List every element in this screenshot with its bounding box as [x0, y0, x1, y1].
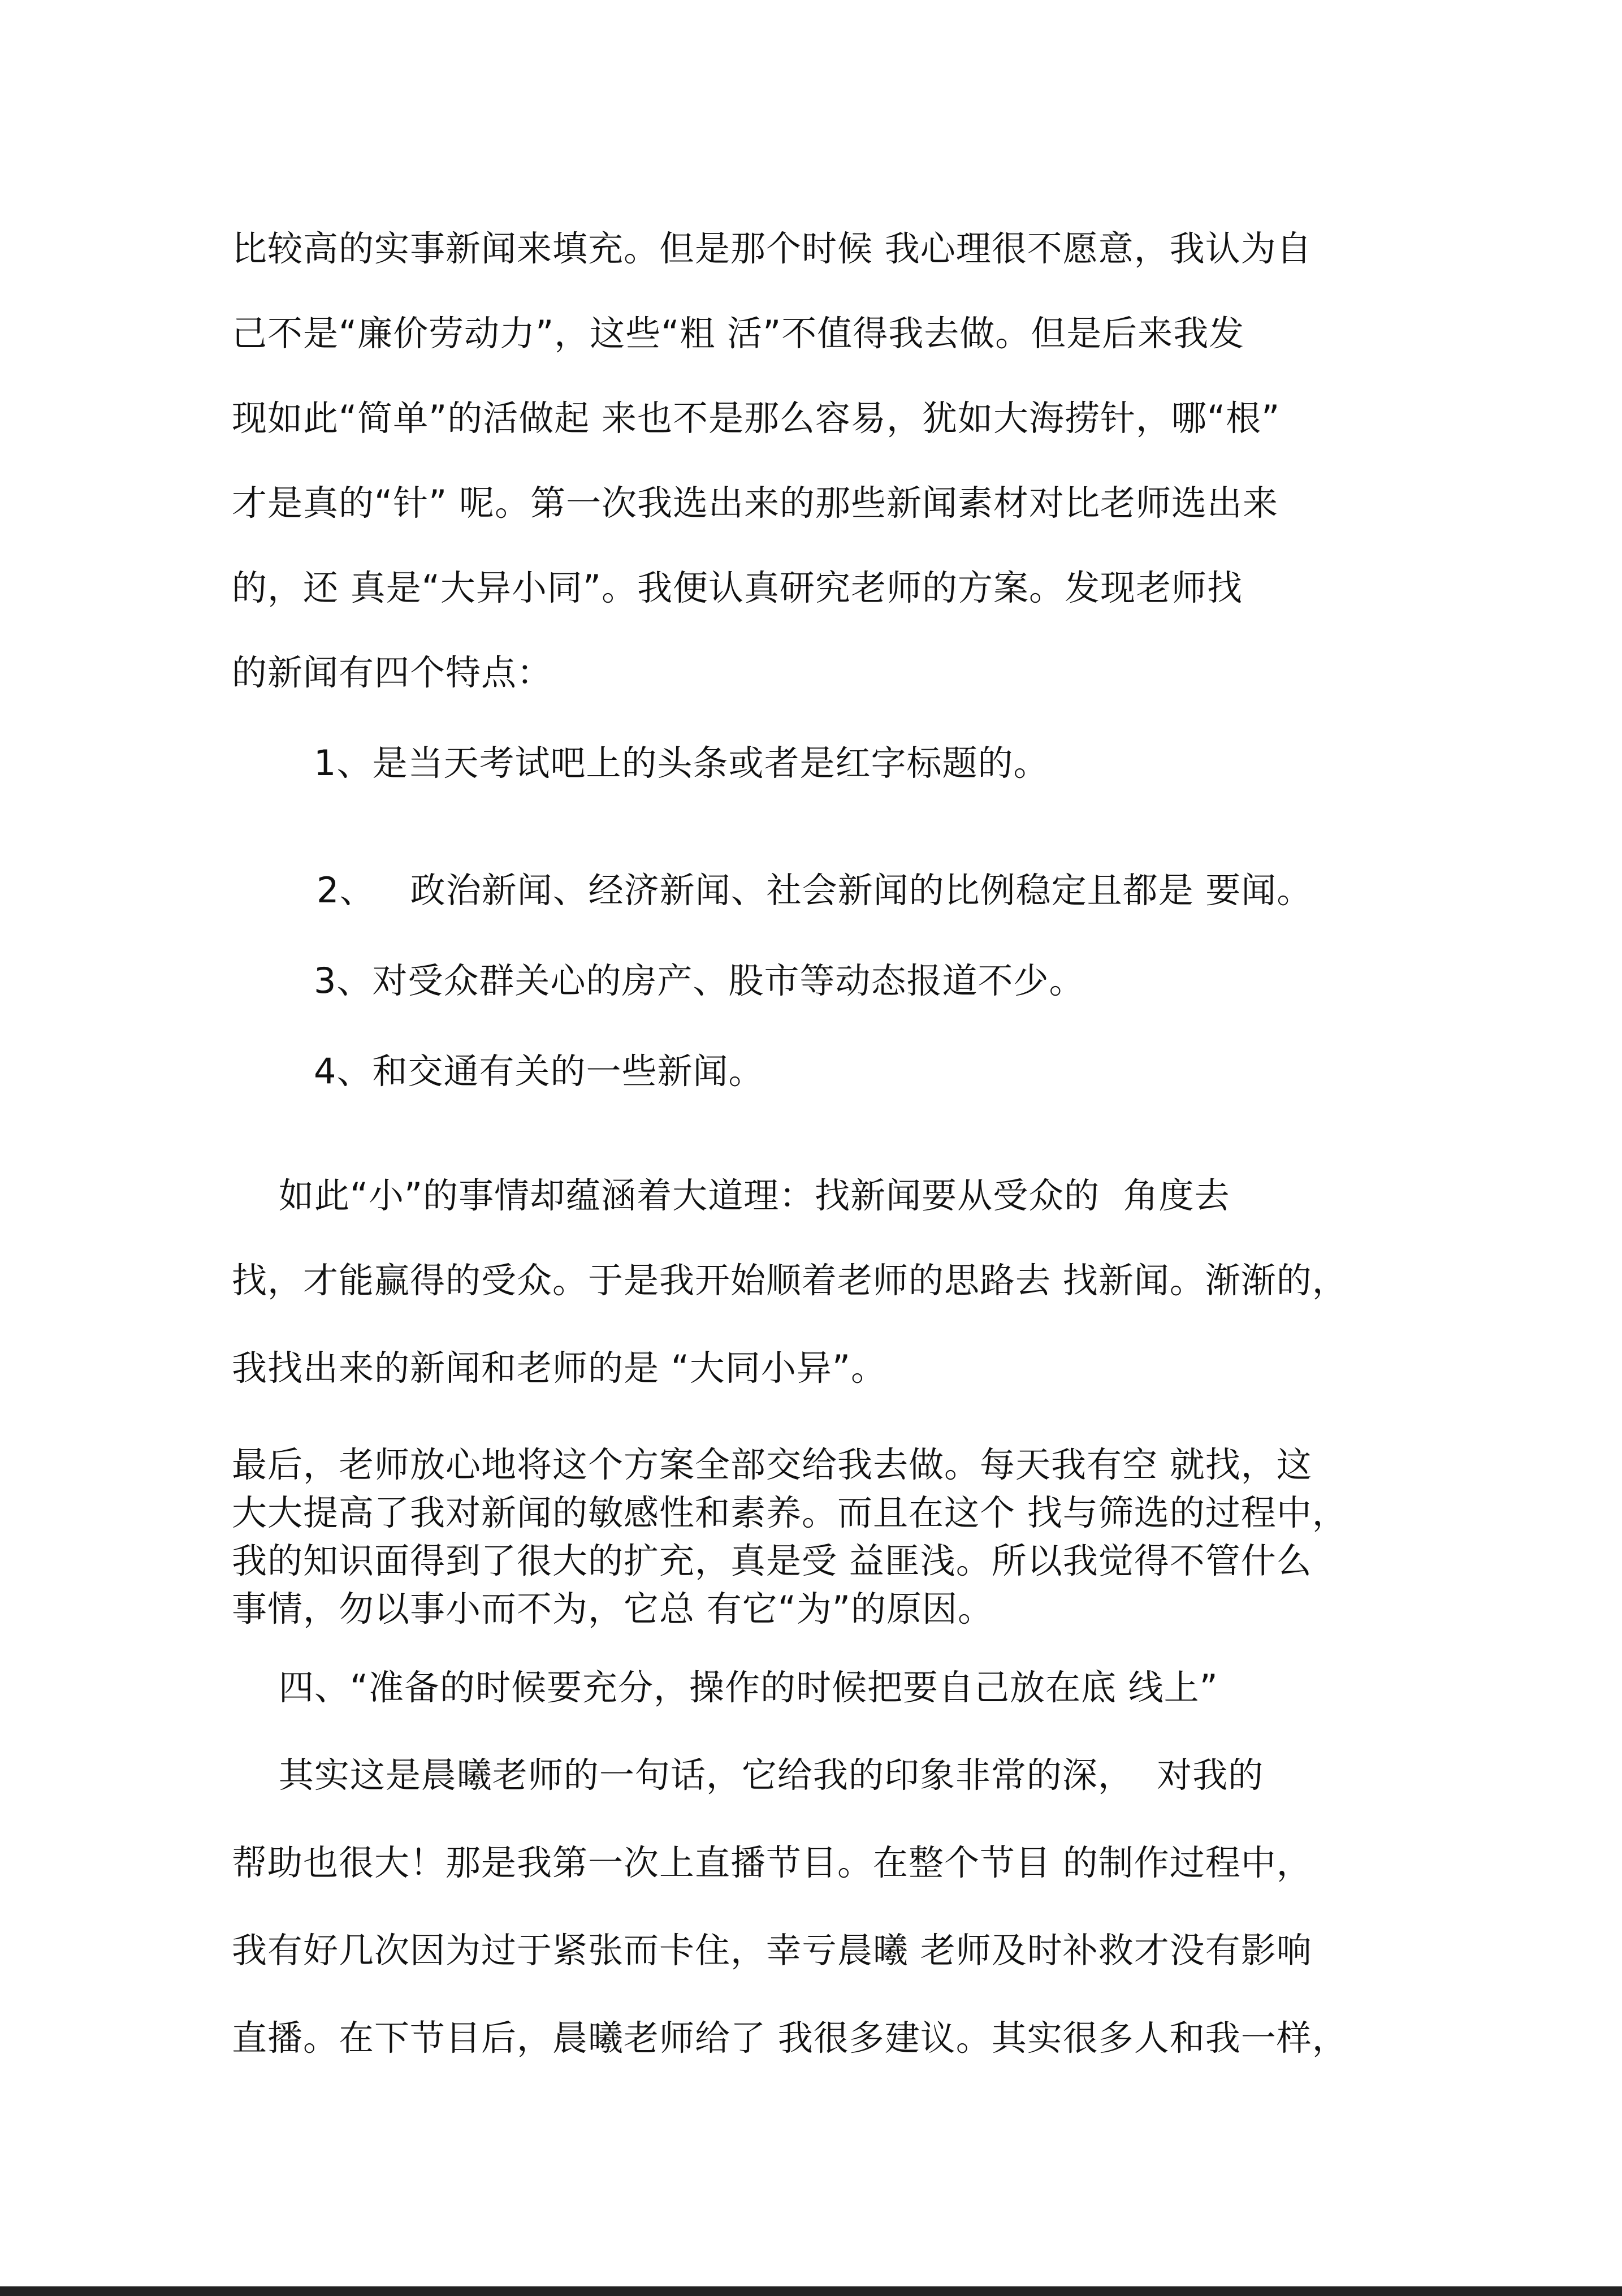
paragraph-4-line-4: 直播。在下节目后，晨曦老师给了 我很多建议。其实很多人和我一样， — [232, 2017, 1348, 2059]
list-item-4: 4、和交通有关的一些新闻。 — [314, 1050, 764, 1092]
list-item-3: 3、对受众群关心的房产、股市等动态报道不少。 — [314, 960, 1085, 1001]
paragraph-4-line-2: 帮助也很大！那是我第一次上直播节目。在整个节目 的制作过程中， — [232, 1842, 1312, 1883]
paragraph-4-line-1: 其实这是晨曦老师的一句话，它给我的印象非常的深， 对我的 — [232, 1754, 1264, 1796]
list-item-1: 1、是当天考试吧上的头条或者是红字标题的。 — [314, 742, 1049, 784]
paragraph-4-line-3: 我有好几次因为过于紧张而卡住，幸亏晨曦 老师及时补救才没有影响 — [232, 1930, 1312, 1971]
paragraph-2-line-1: 如此“小”的事情却蕴涵着大道理：找新闻要从受众的 角度去 — [232, 1175, 1230, 1216]
page-bottom-edge — [0, 2286, 1622, 2296]
paragraph-3-line-3: 我的知识面得到了很大的扩充，真是受 益匪浅。所以我觉得不管什么 — [232, 1540, 1312, 1581]
paragraph-3-line-2: 大大提高了我对新闻的敏感性和素养。而且在这个 找与筛选的过程中， — [232, 1492, 1348, 1533]
section-heading-4: 四、“准备的时候要充分，操作的时候把要自己放在底 线上” — [232, 1667, 1218, 1708]
paragraph-3-line-1: 最后，老师放心地将这个方案全部交给我去做。每天我有空 就找，这 — [232, 1444, 1312, 1485]
paragraph-1-line-1: 比较高的实事新闻来填充。但是那个时候 我心理很不愿意，我认为自 — [232, 228, 1312, 269]
paragraph-1-line-2: 己不是“廉价劳动力”，这些“粗 活”不值得我去做。但是后来我发 — [232, 313, 1245, 354]
paragraph-1-line-4: 才是真的“针” 呢。第一次我选出来的那些新闻素材对比老师选出来 — [232, 482, 1278, 524]
list-item-2: 2、 政治新闻、经济新闻、社会新闻的比例稳定且都是 要闻。 — [317, 870, 1313, 911]
paragraph-2-line-3: 我找出来的新闻和老师的是 “大同小异”。 — [232, 1347, 886, 1389]
paragraph-1-line-3: 现如此“简单”的活做起 来也不是那么容易，犹如大海捞针，哪“根” — [232, 397, 1281, 439]
paragraph-1-line-5: 的，还 真是“大异小同”。我便认真研究老师的方案。发现老师找 — [232, 567, 1243, 608]
paragraph-2-line-2: 找，才能赢得的受众。于是我开始顺着老师的思路去 找新闻。渐渐的， — [232, 1260, 1348, 1301]
paragraph-1-line-6: 的新闻有四个特点： — [232, 652, 553, 693]
paragraph-3-line-4: 事情，勿以事小而不为，它总 有它“为”的原因。 — [232, 1588, 993, 1629]
